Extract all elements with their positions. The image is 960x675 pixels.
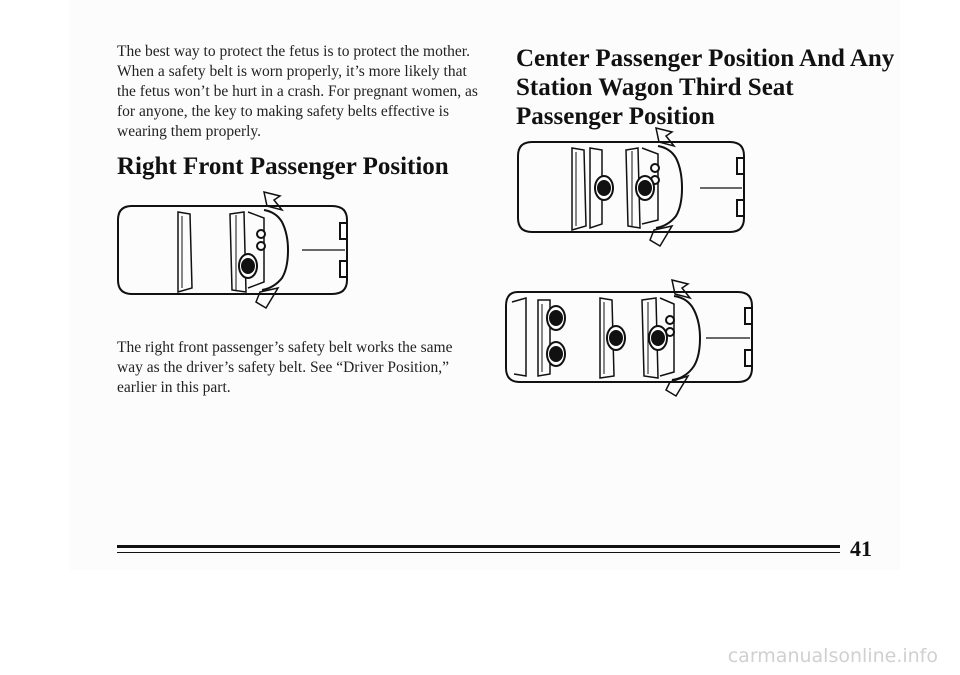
page-number: 41 (850, 536, 872, 561)
right-front-heading: Right Front Passenger Position (117, 153, 449, 180)
center-seat-car-diagram-icon (512, 124, 762, 254)
right-front-paragraph: The right front passenger’s safety belt works the same way as the driver’s safety belt. See “Driver Position,” earlier in this part. (117, 339, 453, 396)
footer-rule-thick (117, 545, 840, 548)
center-passenger-heading: Center Passenger Position And Any Station Wagon Third Seat Passenger Position (516, 45, 895, 130)
watermark-text: carmanualsonline.info (727, 645, 938, 667)
footer-rule-thin (117, 552, 840, 553)
right-front-car-diagram-icon (112, 188, 362, 320)
station-wagon-diagram-icon (502, 278, 764, 400)
intro-paragraph: The best way to protect the fetus is to protect the mother. When a safety belt is worn properly, it’s more likely that the fetus won’t be hurt in a crash. For pregnant women, as for anyone, the key to making safety belts effective is wearing them properly. (117, 43, 478, 140)
